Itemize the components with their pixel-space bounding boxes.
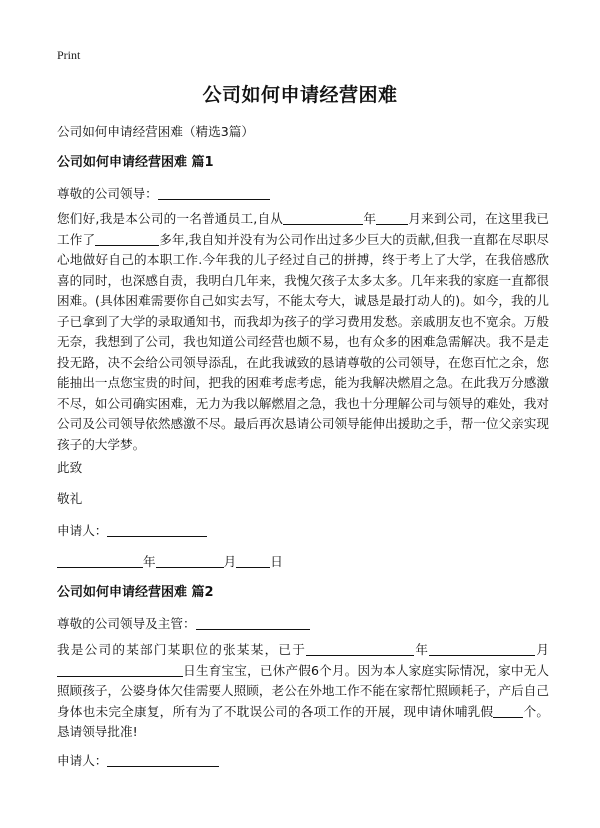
section1-body-start: 您们好,我是本公司的一名普通员工,自从 <box>57 211 284 226</box>
section2-body-middle: 日生育宝宝，已休产假6个月。因为本人家庭实际情况，家中无人照顾孩子，公婆身体欠佳需要人照顾，老公在外地工作不能在家帮忙照顾耗子，产后自己身体也未完全康复，所有为了不耽误公司的各项工作的开展，现申请休哺乳假 <box>57 662 549 719</box>
section1-salutation: 尊敬的公司领导： <box>57 186 158 201</box>
section2-salutation-line <box>57 613 310 632</box>
section1-heading: 公司如何申请经营困难 篇1 <box>57 155 214 170</box>
section1-applicant-label: 申请人： <box>57 523 108 538</box>
section1-body-rest: 多年,我自知并没有为公司作出过多少巨大的贡献,但我一直都在尽职尽心地做好自己的本职工作.今年我的儿子经过自己的拼搏，终于考上了大学，在我倍感欣喜的同时，也深感自责，我明白几年来，我愧欠孩子太多太多。几年来我的家庭一直都很困难。(具体困难需要你自己如实去写，不能太夸大，诚恳是最打动人的)。如今，我的儿子已拿到了大学的录取通知书，而我却为孩子的学习费用发愁。亲戚朋友也不宽余。万般无奈，我想到了公司，我也知道公司经营也颇不易，也有众多的困难急需解决。我不是走投无路，决不会给公司领导添乱，在此我诚致的恳请尊敬的公司领导，在您百忙之余，您能抽出一点您宝贵的时间，把我的困难考虑考虑，能为我解决燃眉之急。在此我万分感激不尽，如公司确实困难，无力为我以解燃眉之急，我也十分理解公司与领导的难处，我对公司及公司领导依然感激不尽。最后再次恳请公司领导能伸出援助之手，帮一位父亲实现孩子的大学梦。 <box>57 231 550 452</box>
start-year-blank <box>283 210 363 225</box>
section2-month-label: 月 <box>535 642 550 657</box>
section2-body-end: 个。恳请领导批准! <box>57 703 550 739</box>
section2-heading: 公司如何申请经营困难 篇2 <box>57 585 214 600</box>
date-month-blank <box>156 553 224 568</box>
document-title: 公司如何申请经营困难 <box>202 84 398 106</box>
section2-applicant-label: 申请人： <box>57 753 108 768</box>
section2-year-label: 年 <box>414 642 430 657</box>
date-year-label: 年 <box>143 554 156 569</box>
section1-body <box>57 209 549 455</box>
section2-salutation: 尊敬的公司领导及主管： <box>57 616 196 631</box>
section1-applicant-blank <box>107 522 207 537</box>
birth-year-blank <box>429 641 535 656</box>
date-day-blank <box>236 553 270 568</box>
print-label: Print <box>57 48 81 62</box>
date-year-blank <box>57 553 143 568</box>
section1-year-label: 年 <box>363 211 377 226</box>
birth-year-prefix-blank <box>306 641 414 656</box>
section2-recipient-blank <box>196 615 310 630</box>
section2-applicant-line <box>57 750 219 769</box>
section1-salutation-line <box>57 183 270 202</box>
section1-month-label: 月来到公司，在这里我已工作了 <box>57 211 550 247</box>
closing-cizhi: 此致 <box>57 460 83 475</box>
closing-jingli: 敬礼 <box>57 491 83 506</box>
birth-month-blank <box>57 662 183 677</box>
document-subtitle: 公司如何申请经营困难（精选3篇） <box>57 124 254 139</box>
section2-body <box>57 640 549 743</box>
section2-applicant-blank <box>107 752 219 767</box>
start-month-blank <box>376 210 408 225</box>
recipient-blank <box>158 185 270 200</box>
years-worked-blank <box>95 231 159 246</box>
section1-applicant-line <box>57 520 207 539</box>
date-day-label: 日 <box>270 554 283 569</box>
date-month-label: 月 <box>223 554 237 569</box>
leave-months-blank <box>493 703 523 718</box>
section1-date-line <box>57 551 283 570</box>
section2-body-start: 我是公司的某部门某职位的张某某，已于 <box>57 642 307 657</box>
